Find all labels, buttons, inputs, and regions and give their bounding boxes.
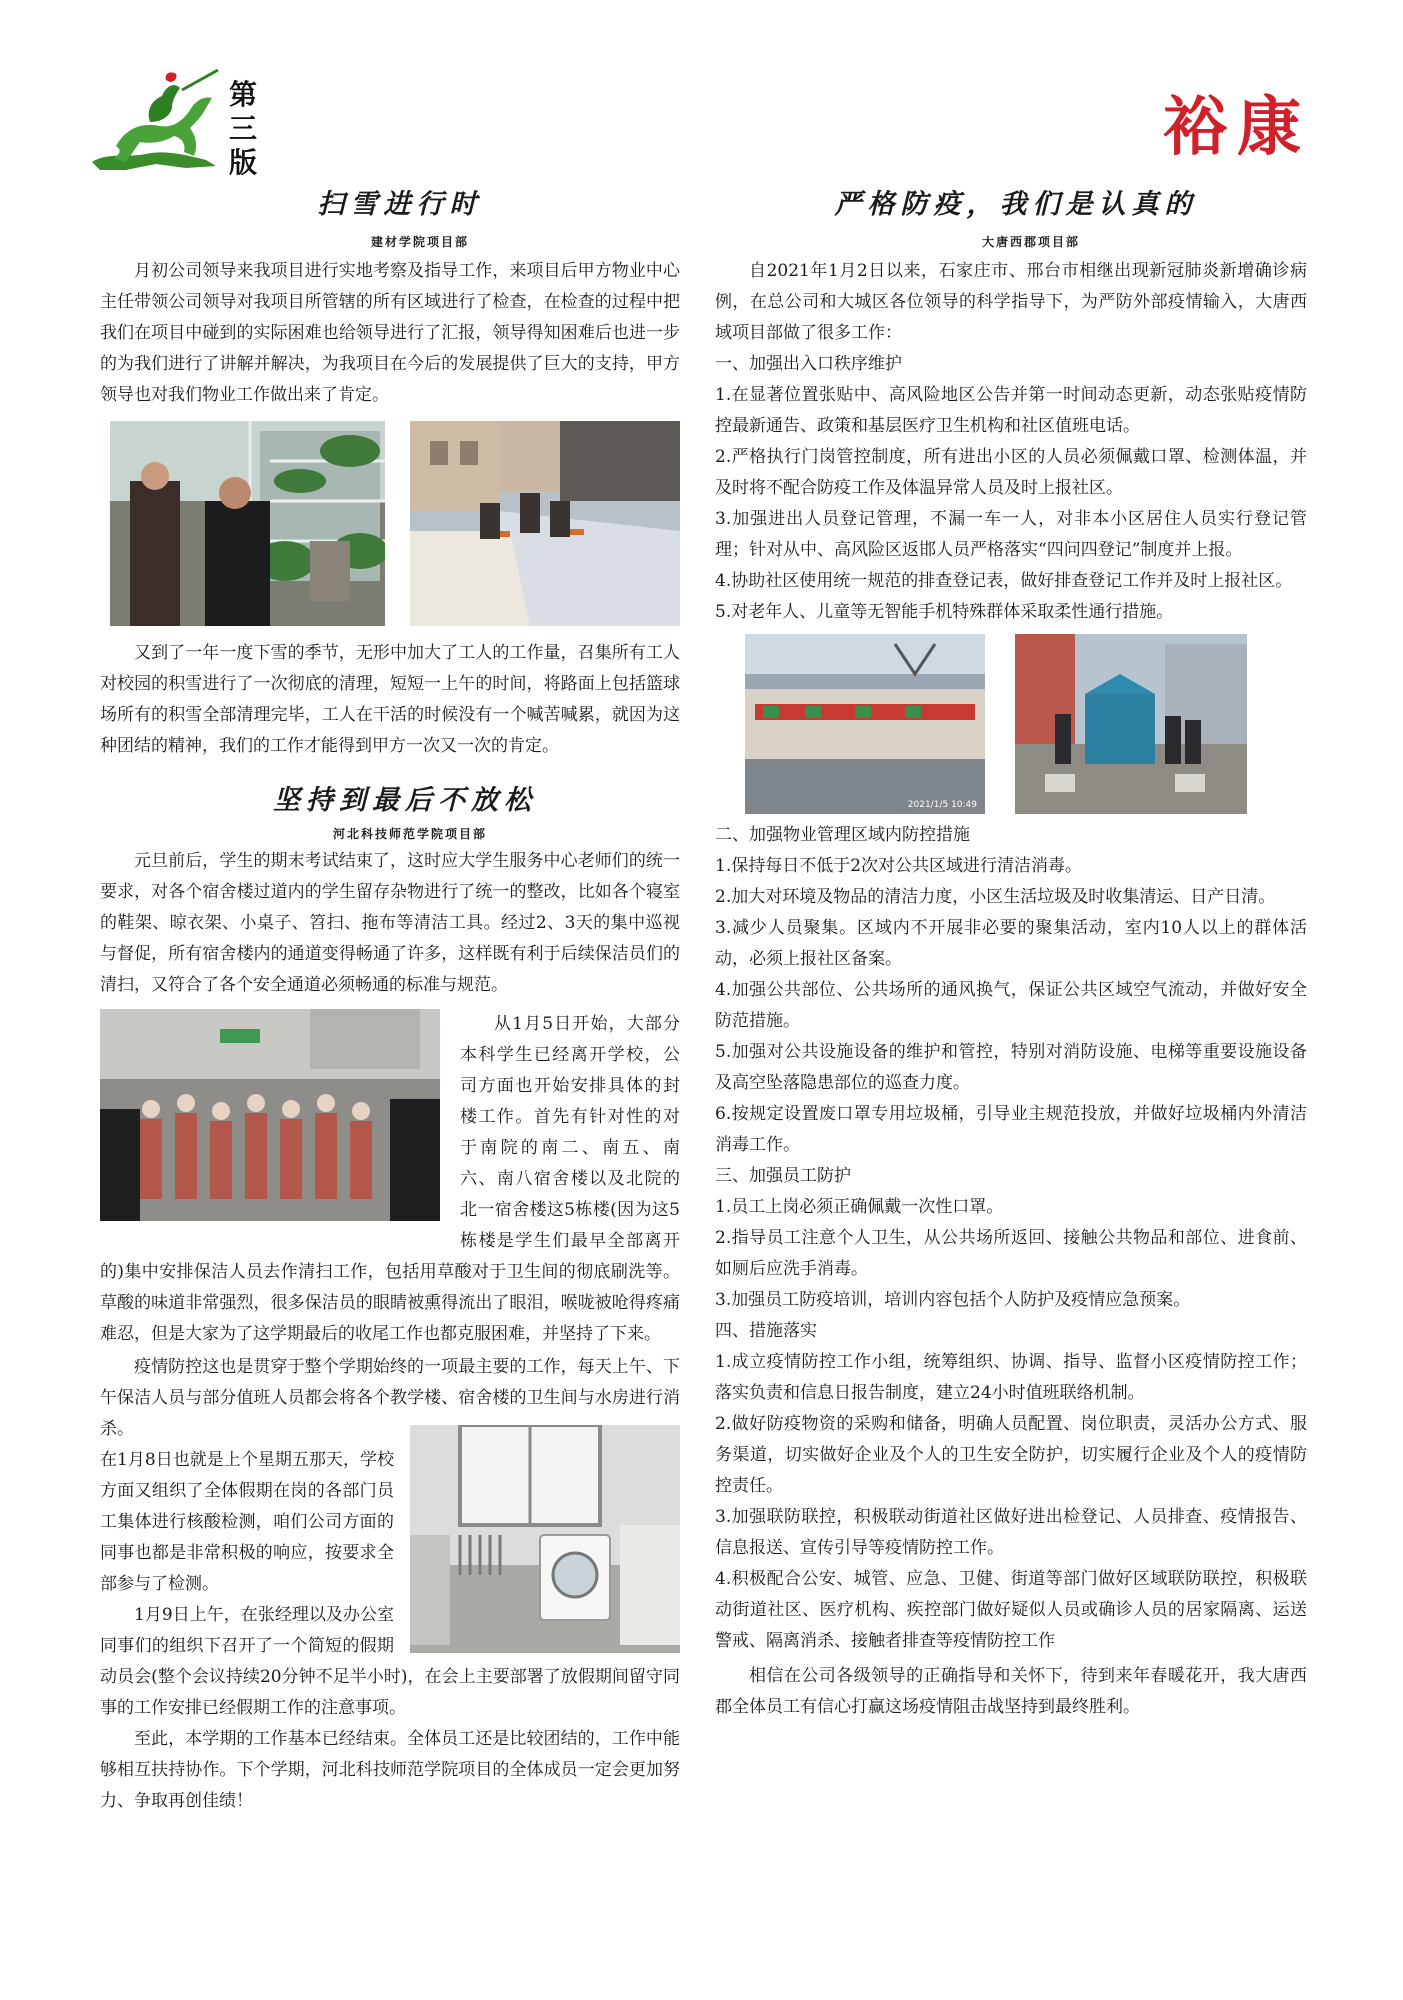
photo-row (100, 421, 680, 626)
paragraph-continued-text: 员去作清扫工作，包括用草酸对于卫生间的彻底刷洗等。草酸的味道非常强烈，很多保洁员的眼睛被熏得流出了眼泪，喉咙被呛得疼痛难忍，但是大家为了这学期最后的收尾工作也都克服困难，并坚持了下来。 (100, 1262, 681, 1344)
section-heading: 三、加强员工防护 (715, 1166, 851, 1186)
right-column (715, 182, 1307, 1723)
article-title: 扫雪进行时 (317, 189, 483, 220)
photo-row (715, 634, 1307, 814)
list-item: 1.员工上岗必须正确佩戴一次性口罩。 (715, 1197, 1004, 1217)
list-item: 1.在显著位置张贴中、高风险地区公告并第一时间动态更新，动态张贴疫情防控最新通告、政策和基层医疗卫生机构和社区值班电话。 (715, 385, 1307, 436)
community-wall-photo (745, 634, 985, 814)
snow-clearing-photo (410, 421, 680, 626)
list-item: 2.做好防疫物资的采购和储备，明确人员配置、岗位职责，灵活办公方式、服务渠道，切实做好企业及个人的卫生安全防护，切实履行企业及个人的疫情防控责任。 (715, 1414, 1307, 1496)
list-item: 1.成立疫情防控工作小组，统筹组织、协调、指导、监督小区疫情防控工作；落实负责和信息日报告制度，建立24小时值班联络机制。 (715, 1352, 1307, 1403)
article-paragraph: 在1月8日也就是上个星期五那天，学校方面又组织了全体假期在岗的各部门员工集体进行核酸检测，咱们公司方面的同事也都是非常积极的响应，按要求全部参与了检测。 (100, 1450, 394, 1594)
section-list (715, 380, 1307, 628)
list-item: 2.加大对环境及物品的清洁力度，小区生活垃圾及时收集清运、日产日清。 (715, 887, 1276, 907)
photo-timestamp: 2021/1/5 10:49 (907, 800, 977, 810)
section-list (715, 851, 1307, 1161)
list-item: 1.保持每日不低于2次对公共区域进行清洁消毒。 (715, 856, 1083, 876)
article-byline: 河北科技师范学院项目部 (332, 827, 487, 841)
staff-assembly-photo (100, 1009, 440, 1221)
list-item: 5.对老年人、儿童等无智能手机特殊群体采取柔性通行措施。 (715, 602, 1174, 622)
checkpoint-tent-photo (1015, 634, 1247, 814)
article-byline: 大唐西郡项目部 (981, 235, 1080, 249)
section-list (715, 1347, 1307, 1657)
horse-rider-icon (86, 66, 226, 178)
wrap-block (100, 1445, 680, 1724)
list-item: 3.减少人员聚集。区域内不开展非必要的聚集活动，室内10人以上的群体活动，必须上报社区备案。 (715, 918, 1307, 969)
paragraph-text: 疫情防控这也是贯穿于整个学期始终的一项最主要的工作，每天上午、下午保洁人员与部分值班人员都会将各个教学楼、宿舍楼的卫生间与水房进行消杀。 (100, 1357, 680, 1439)
list-item: 3.加强员工防疫培训，培训内容包括个人防护及疫情应急预案。 (715, 1290, 1191, 1310)
article-title: 坚持到最后不放松 (273, 785, 537, 816)
list-item: 4.积极配合公安、城管、应急、卫健、街道等部门做好区域联防联控，积极联动街道社区、医疗机构、疾控部门做好疑似人员或确诊人员的居家隔离、运送警戒、隔离消杀、接触者排查等疫情防控工作 (715, 1569, 1307, 1651)
section-heading: 四、措施落实 (715, 1321, 817, 1341)
article-paragraph: 1月9日上午，在张经理以及办公室同事们的组织下召开了一个简短的假期动员会(整个会议持续20分钟不足半小时)，在会上主要部署了放假期间留守同事的工作安排已经假期工作的注意事项。 (100, 1605, 680, 1718)
article-paragraph: 相信在公司各级领导的正确指导和关怀下，待到来年春暖花开，我大唐西郡全体员工有信心打赢这场疫情阻击战坚持到最终胜利。 (715, 1666, 1307, 1717)
edition-label: 第三版 (228, 78, 257, 179)
list-item: 2.严格执行门岗管控制度，所有进出小区的人员必须佩戴口罩、检测体温，并及时将不配合防疫工作及体温异常人员及时上报社区。 (715, 447, 1307, 498)
inspection-photo (110, 421, 385, 626)
list-item: 4.协助社区使用统一规范的排查登记表，做好排查登记工作并及时上报社区。 (715, 571, 1293, 591)
article-byline: 建材学院项目部 (370, 235, 469, 249)
list-item: 3.加强联防联控，积极联动街道社区做好进出检登记、人员排查、疫情报告、信息报送、宣传引导等疫情防控工作。 (715, 1507, 1307, 1558)
paragraph-wrap-text: 从1月5日开始，大部分本科学生已经离开学校，公司方面也开始安排具体的封楼工作。首先有针对性的对于南院的南二、南五、南六、南八宿舍楼以及北院的北一宿舍楼这5栋楼(因为这5栋楼是学生们最早全部离开的)集中安排保洁人 (100, 1014, 680, 1282)
laundry-room-photo (410, 1425, 680, 1653)
list-item: 3.加强进出人员登记管理，不漏一车一人，对非本小区居住人员实行登记管理；针对从中、高风险区返邯人员严格落实“四问四登记”制度并上报。 (715, 509, 1307, 560)
section-list (715, 1192, 1307, 1316)
wrap-block (100, 1009, 680, 1350)
article-paragraph: 又到了一年一度下雪的季节，无形中加大了工人的工作量，召集所有工人对校园的积雪进行了一次彻底的清理，短短一上午的时间，将路面上包括篮球场所有的积雪全部清理完毕，工人在干活的时候没有一个喊苦喊累，就因为这种团结的精神，我们的工作才能得到甲方一次又一次的肯定。 (100, 643, 680, 756)
list-item: 4.加强公共部位、公共场所的通风换气，保证公共区域空气流动，并做好安全防范措施。 (715, 980, 1307, 1031)
article-paragraph: 自2021年1月2日以来，石家庄市、邢台市相继出现新冠肺炎新增确诊病例，在总公司和大城区各位领导的科学指导下，为严防外部疫情输入，大唐西域项目部做了很多工作： (715, 261, 1307, 343)
section-heading: 二、加强物业管理区域内防控措施 (715, 825, 970, 845)
article-title: 严格防疫，我们是认真的 (834, 189, 1198, 220)
article-paragraph: 至此，本学期的工作基本已经结束。全体员工还是比较团结的，工作中能够相互扶持协作。下个学期，河北科技师范学院项目的全体成员一定会更加努力、争取再创佳绩！ (100, 1729, 680, 1811)
list-item: 2.指导员工注意个人卫生，从公共场所返回、接触公共物品和部位、进食前、如厕后应洗手消毒。 (715, 1228, 1307, 1279)
list-item: 5.加强对公共设施设备的维护和管控，特别对消防设施、电梯等重要设施设备及高空坠落隐患部位的巡查力度。 (715, 1042, 1307, 1093)
article-paragraph: 月初公司领导来我项目进行实地考察及指导工作，来项目后甲方物业中心主任带领公司领导对我项目所管辖的所有区域进行了检查，在检查的过程中把我们在项目中碰到的实际困难也给领导进行了汇报，领导得知困难后也进一步的为我们进行了讲解并解决，为我项目在今后的发展提供了巨大的支持，甲方领导也对我们物业工作做出来了肯定。 (100, 261, 680, 405)
article-paragraph: 元旦前后，学生的期末考试结束了，这时应大学生服务中心老师们的统一要求，对各个宿舍楼过道内的学生留存杂物进行了统一的整改，比如各个寝室的鞋架、晾衣架、小桌子、笤扫、拖布等清洁工具。经过2、3天的集中巡视与督促，所有宿舍楼内的通道变得畅通了许多，这样既有利于后续保洁员们的清扫，又符合了各个安全通道必须畅通的标准与规范。 (100, 851, 680, 995)
section-heading: 一、加强出入口秩序维护 (715, 354, 902, 374)
horse-logo (86, 66, 226, 178)
left-column (100, 182, 680, 1817)
brand-name: 裕康 (1163, 90, 1311, 165)
list-item: 6.按规定设置废口罩专用垃圾桶，引导业主规范投放，并做好垃圾桶内外清洁消毒工作。 (715, 1104, 1307, 1155)
